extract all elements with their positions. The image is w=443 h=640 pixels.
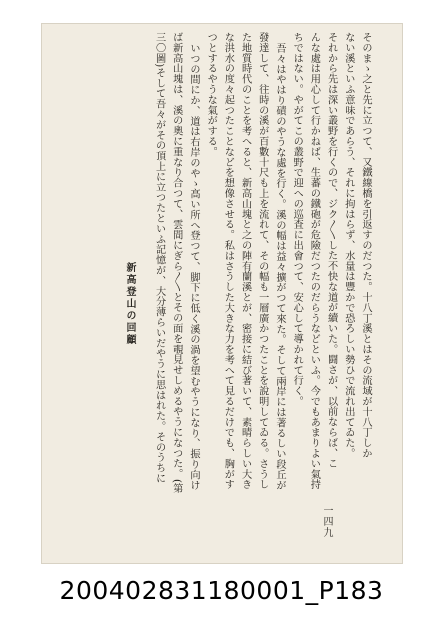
book-page [41,23,403,564]
text-column: それから先は深い叢野を行くので、ジク〱した不快な道が續いた。闘さが、以前ならば、こ [325,32,337,469]
text-column: な洪水の度々起つたことなどを想像させる。私はさうした大きな力を考へて見るだけでも、胸がす [222,32,234,490]
text-column: ない溪といふ意味であらう、それに拘はらず、水量は豐かで恐ろしい勢ひで流れ出てゐた。 [342,32,354,459]
text-column: そのまゝ之と先に立つて、又鐵線橋を引返すのだつた。十八丁溪とはその流域が十八丁しか [360,32,371,459]
running-head: 新高登山の回顧 [124,262,135,346]
page-number: 一四九 [321,505,332,538]
text-column: 發達して、往時の溪が百數十尺も上を流れて、その幅も一層廣かつたことを說明してゐる。さうし [256,32,268,490]
text-column: いつの間にか、道は右岸のやゝ高い所へ登つて、脚下に低く溪の渦を望むやうになり、振り向け [187,43,199,491]
vertical-text-block [52,32,374,552]
text-column: た地質時代のことを考へると、新高山塊と之の陣有蘭溪とが、密接に結び著いて、素晴らしい大き [239,32,251,490]
text-column: んな處は用心して行かねば、生蕃の鐵砲が危險だつたのだらうなどといふ。今でもあまりよい氣持 [308,32,320,490]
text-column: ば新高山塊は、溪の奧に重なり合つて、雲間にぎら〱とその面を覗見せしめるやうになつた。(第 [170,32,182,494]
text-column: 三〇圖)そして吾々がその頂上に立つたといふ記憶が、大分薄らいだやうに思はれた。そのうちに [153,32,165,484]
text-column: つとするやうな氣がする。 [205,32,217,157]
text-column: 吾々はやはり磧のやうな處を行く。溪の幅は益々擴がつて來た。そして兩岸には著るしい段丘が [273,43,285,491]
text-column: ちではない。やがてこの叢野で迎への巡査に出會つて、安心して導かれて行く。 [291,32,303,407]
image-caption: 200402831180001_P183 [59,576,384,605]
